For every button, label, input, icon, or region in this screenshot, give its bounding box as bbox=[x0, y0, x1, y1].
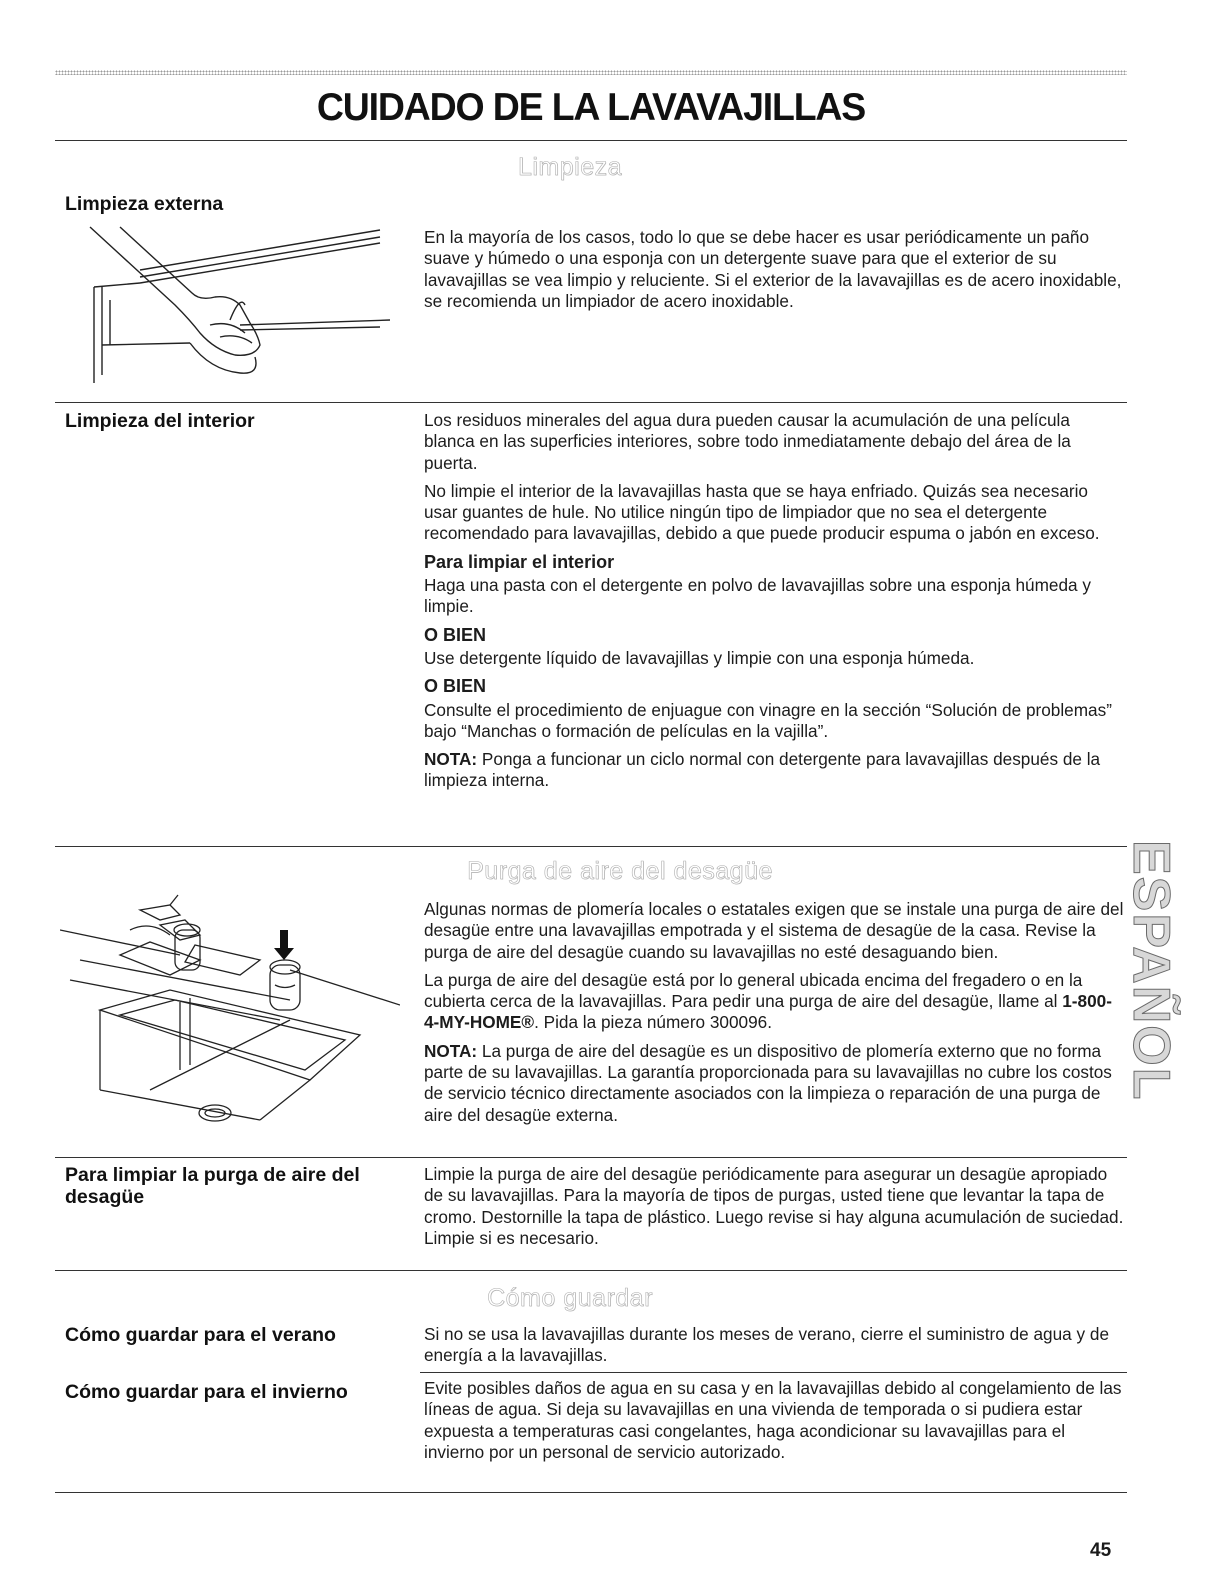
label-guardar-invierno: Cómo guardar para el invierno bbox=[65, 1381, 348, 1403]
section-heading-limpieza: Limpieza bbox=[517, 153, 623, 181]
label-guardar-verano: Cómo guardar para el verano bbox=[65, 1324, 336, 1346]
text-limpieza-interior bbox=[424, 410, 1124, 799]
note bbox=[424, 749, 1124, 792]
text-guardar-verano bbox=[424, 1324, 1124, 1374]
text-purga bbox=[424, 899, 1124, 1133]
paragraph: Algunas normas de plomería locales o estatales exigen que se instale una purga de aire del desagüe entre una lavavajillas empotrada y el sistema de desagüe de la casa. Revise la purga de aire del desagüe cuando su lavavajillas no esté desaguando bien. bbox=[424, 899, 1124, 962]
paragraph: Consulte el procedimiento de enjuague con vinagre en la sección “Solución de problemas” bajo “Manchas o formación de películas en la vajilla”. bbox=[424, 699, 1112, 741]
rule bbox=[55, 1270, 1127, 1271]
note bbox=[424, 1041, 1124, 1126]
title-rule bbox=[55, 140, 1127, 141]
sub-heading: Para limpiar el interior bbox=[424, 551, 615, 572]
page-title: CUIDADO DE LA LAVAVAJILLAS bbox=[316, 86, 866, 129]
label-limpiar-purga: Para limpiar la purga de aire del desagüe bbox=[65, 1164, 360, 1208]
note-label: NOTA: bbox=[424, 749, 478, 770]
o-bien-label: O BIEN bbox=[424, 624, 487, 645]
paragraph-text: . Pida la pieza número 300096. bbox=[534, 1012, 773, 1033]
language-side-tab-label: ESPAÑOL bbox=[1122, 840, 1180, 1102]
rule bbox=[55, 846, 1127, 847]
section-heading-guardar: Cómo guardar bbox=[487, 1284, 653, 1312]
top-dotted-band bbox=[55, 70, 1127, 75]
paragraph: Limpie la purga de aire del desagüe periódicamente para asegurar un desagüe apropiado de su lavavajillas. Para la mayoría de tipos de purgas, usted tiene que levantar la tapa de cromo. Destornille la tapa de plástico. Luego revise si hay alguna acumulación de suciedad. Limpie si es necesario. bbox=[424, 1164, 1124, 1248]
paragraph: Evite posibles daños de agua en su casa y en la lavavajillas debido al congelamiento de las líneas de agua. Si deja su lavavajillas en una vivienda de temporada o si pudiera estar expuesta a temperaturas casi congelantes, haga acondicionar su lavavajillas para el invierno por un personal de servicio autorizado. bbox=[424, 1378, 1122, 1462]
section-heading-purga: Purga de aire del desagüe bbox=[467, 857, 773, 885]
rule bbox=[420, 1372, 1127, 1373]
label-limpieza-interior: Limpieza del interior bbox=[65, 410, 255, 432]
paragraph: Use detergente líquido de lavavajillas y limpie con una esponja húmeda. bbox=[424, 647, 975, 668]
text-limpiar-purga bbox=[424, 1164, 1124, 1256]
rule bbox=[55, 1492, 1127, 1493]
paragraph bbox=[424, 970, 1124, 1034]
paragraph: En la mayoría de los casos, todo lo que se debe hacer es usar periódicamente un paño suave y húmedo o una esponja con un detergente suave para que el exterior de su lavavajillas se vea limpio y reluciente. Si el exterior de la lavavajillas es de acero inoxidable, se recomienda un limpiador de acero inoxidable. bbox=[424, 227, 1122, 311]
note-text: Ponga a funcionar un ciclo normal con detergente para lavavajillas después de la limpieza interna. bbox=[424, 749, 1101, 791]
paragraph-text: La purga de aire del desagüe está por lo general ubicada encima del fregadero o en la cubierta cerca de la lavavajillas. Para pedir una purga de aire del desagüe, llame al bbox=[424, 969, 1083, 1012]
paragraph: Haga una pasta con el detergente en polvo de lavavajillas sobre una esponja húmeda y limpie. bbox=[424, 575, 1091, 617]
paragraph: Los residuos minerales del agua dura pueden causar la acumulación de una película blanca en las superficies interiores, sobre todo inmediatamente debajo del área de la puerta. bbox=[424, 410, 1071, 473]
text-limpieza-externa bbox=[424, 227, 1124, 319]
phone-number: 1-800-4-MY-HOME® bbox=[424, 991, 1112, 1033]
rule bbox=[55, 402, 1127, 403]
rule bbox=[55, 1157, 1127, 1158]
paragraph: No limpie el interior de la lavavajillas hasta que se haya enfriado. Quizás sea necesario usar guantes de hule. No utilice ningún tipo de limpiador que no sea el detergente recomendado para lavavajillas, debido a que puede producir espuma o jabón en exceso. bbox=[424, 480, 1100, 544]
note-label: NOTA: bbox=[424, 1040, 478, 1061]
note-text: La purga de aire del desagüe es un dispositivo de plomería externo que no forma parte de su lavavajillas. La garantía proporcionada para su lavavajillas no cubre los costos de servicio técnico directamente asociados con la limpieza o reparación de una purga de aire del desagüe externa. bbox=[424, 1040, 1112, 1125]
text-guardar-invierno bbox=[424, 1378, 1124, 1470]
o-bien-label: O BIEN bbox=[424, 676, 487, 697]
page-number: 45 bbox=[1090, 1540, 1112, 1561]
label-limpieza-externa: Limpieza externa bbox=[65, 193, 224, 215]
hand-wiping-illustration bbox=[80, 225, 400, 390]
paragraph: Si no se usa la lavavajillas durante los meses de verano, cierre el suministro de agua y de energía a la lavavajillas. bbox=[424, 1324, 1109, 1366]
sink-air-gap-illustration bbox=[60, 890, 400, 1140]
language-side-tab bbox=[1118, 840, 1184, 1102]
